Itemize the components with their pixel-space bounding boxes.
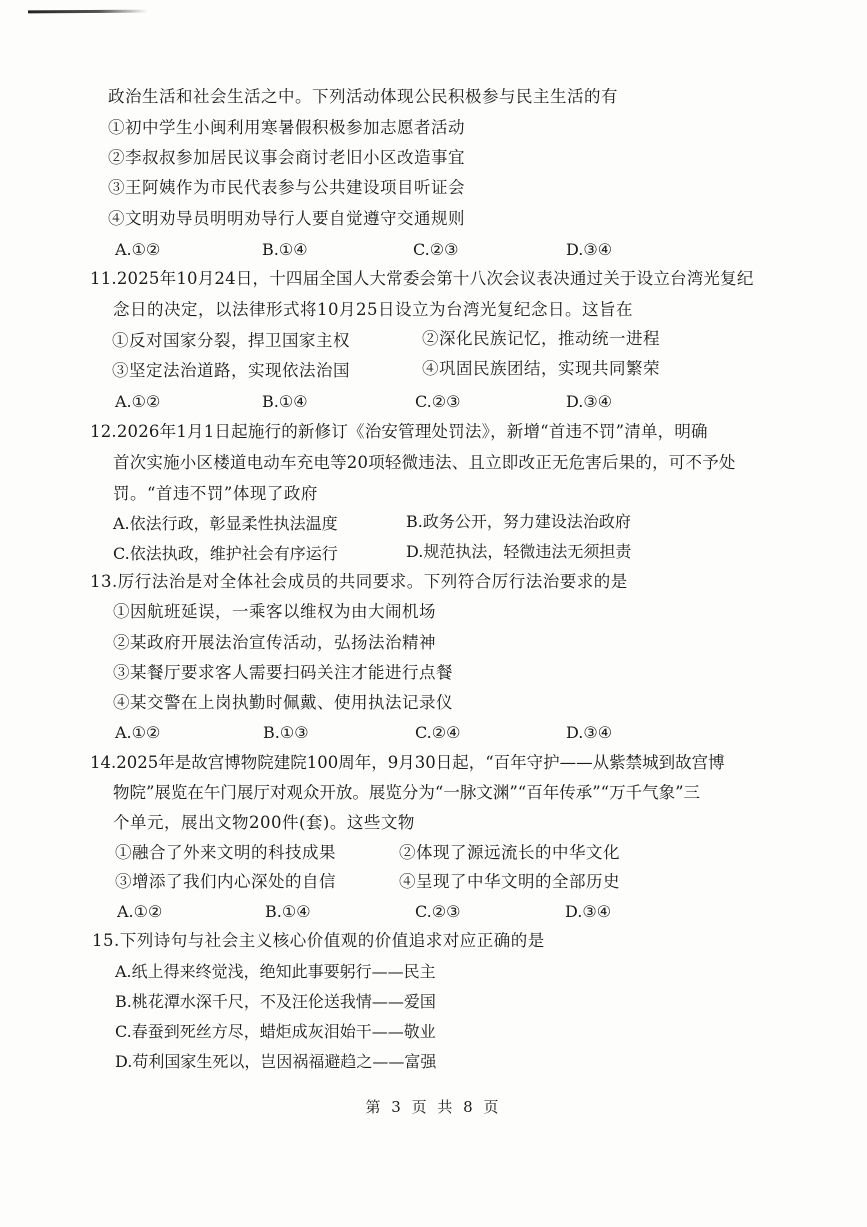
q11-choice-d: D.③④ bbox=[566, 392, 613, 411]
q11-choice-a: A.①② bbox=[115, 392, 161, 411]
q13-item: ②某政府开展法治宣传活动，弘扬法治精神 bbox=[113, 633, 436, 652]
q10-item: ③王阿姨作为市民代表参与公共建设项目听证会 bbox=[108, 178, 465, 197]
q14-choice-c: C.②③ bbox=[415, 902, 461, 921]
q11-choice-c: C.②③ bbox=[415, 392, 461, 411]
q12-choice-d: D.规范执法，轻微违法无须担责 bbox=[406, 542, 632, 561]
q10-choice-a: A.①② bbox=[115, 240, 161, 259]
q10-choice-d: D.③④ bbox=[566, 240, 613, 259]
q14-item: ①融合了外来文明的科技成果 bbox=[115, 843, 336, 862]
q13-item: ①因航班延误，一乘客以维权为由大闹机场 bbox=[113, 602, 436, 621]
q15-choice-d: D.苟利国家生死以，岂因祸福避趋之——富强 bbox=[115, 1052, 437, 1071]
q11-stem: 11.2025年10月24日，十四届全国人大常委会第十八次会议表决通过关于设立台湾光复纪 bbox=[90, 269, 754, 288]
q11-choice-b: B.①④ bbox=[262, 392, 308, 411]
q12-choice-c: C.依法执政，维护社会有序运行 bbox=[113, 544, 338, 563]
q13-choice-c: C.②④ bbox=[415, 723, 461, 742]
q10-choice-b: B.①④ bbox=[262, 240, 308, 259]
q13-stem: 13.厉行法治是对全体社会成员的共同要求。下列符合厉行法治要求的是 bbox=[90, 572, 628, 591]
q10-stem: 政治生活和社会生活之中。下列活动体现公民积极参与民主生活的有 bbox=[108, 87, 618, 106]
q14-item: ②体现了源远流长的中华文化 bbox=[399, 843, 620, 862]
q12-choice-a: A.依法行政，彰显柔性执法温度 bbox=[113, 514, 338, 533]
q14-choice-a: A.①② bbox=[117, 902, 163, 921]
page-number: 第 3 页 共 8 页 bbox=[365, 1098, 502, 1116]
q11-item: ④巩固民族团结，实现共同繁荣 bbox=[422, 359, 660, 378]
q11-item: ①反对国家分裂，捍卫国家主权 bbox=[112, 331, 350, 350]
q14-choice-b: B.①④ bbox=[265, 902, 311, 921]
q10-choice-c: C.②③ bbox=[413, 240, 459, 259]
q15-choice-a: A.纸上得来终觉浅，绝知此事要躬行——民主 bbox=[115, 962, 436, 981]
q12-stem: 首次实施小区楼道电动车充电等20项轻微违法、且立即改正无危害后果的，可不予处 bbox=[113, 453, 736, 472]
q11-item: ②深化民族记忆，推动统一进程 bbox=[422, 329, 660, 348]
q14-item: ③增添了我们内心深处的自信 bbox=[115, 872, 336, 891]
q15-choice-b: B.桃花潭水深千尺，不及汪伦送我情——爱国 bbox=[115, 992, 436, 1011]
q12-stem: 罚。“首违不罚”体现了政府 bbox=[113, 484, 318, 503]
q13-choice-a: A.①② bbox=[115, 723, 161, 742]
q13-item: ③某餐厅要求客人需要扫码关注才能进行点餐 bbox=[113, 663, 453, 682]
q12-choice-b: B.政务公开，努力建设法治政府 bbox=[406, 512, 631, 531]
q14-item: ④呈现了中华文明的全部历史 bbox=[399, 872, 620, 891]
q11-item: ③坚定法治道路，实现依法治国 bbox=[112, 361, 350, 380]
q15-choice-c: C.春蚕到死丝方尽，蜡炬成灰泪始干——敬业 bbox=[115, 1022, 436, 1041]
q14-stem: 14.2025年是故宫博物院建院100周年，9月30日起，“百年守护——从紫禁城到故宫博 bbox=[90, 753, 725, 772]
q14-stem: 物院”展览在午门展厅对观众开放。展览分为“一脉文渊”“百年传承”“万千气象”三 bbox=[113, 783, 701, 802]
q14-choice-d: D.③④ bbox=[565, 902, 612, 921]
q14-stem: 个单元，展出文物200件(套)。这些文物 bbox=[113, 813, 415, 832]
q11-stem: 念日的决定，以法律形式将10月25日设立为台湾光复纪念日。这旨在 bbox=[113, 300, 633, 319]
q10-item: ④文明劝导员明明劝导行人要自觉遵守交通规则 bbox=[108, 209, 465, 228]
scan-artifact bbox=[28, 10, 148, 14]
q13-choice-b: B.①③ bbox=[263, 723, 309, 742]
q13-item: ④某交警在上岗执勤时佩戴、使用执法记录仪 bbox=[113, 693, 453, 712]
q10-item: ②李叔叔参加居民议事会商讨老旧小区改造事宜 bbox=[108, 148, 465, 167]
q15-stem: 15.下列诗句与社会主义核心价值观的价值追求对应正确的是 bbox=[92, 931, 545, 950]
q13-choice-d: D.③④ bbox=[566, 723, 613, 742]
q10-item: ①初中学生小闽利用寒暑假积极参加志愿者活动 bbox=[108, 118, 465, 137]
q12-stem: 12.2026年1月1日起施行的新修订《治安管理处罚法》，新增“首违不罚”清单，明确 bbox=[90, 422, 708, 441]
